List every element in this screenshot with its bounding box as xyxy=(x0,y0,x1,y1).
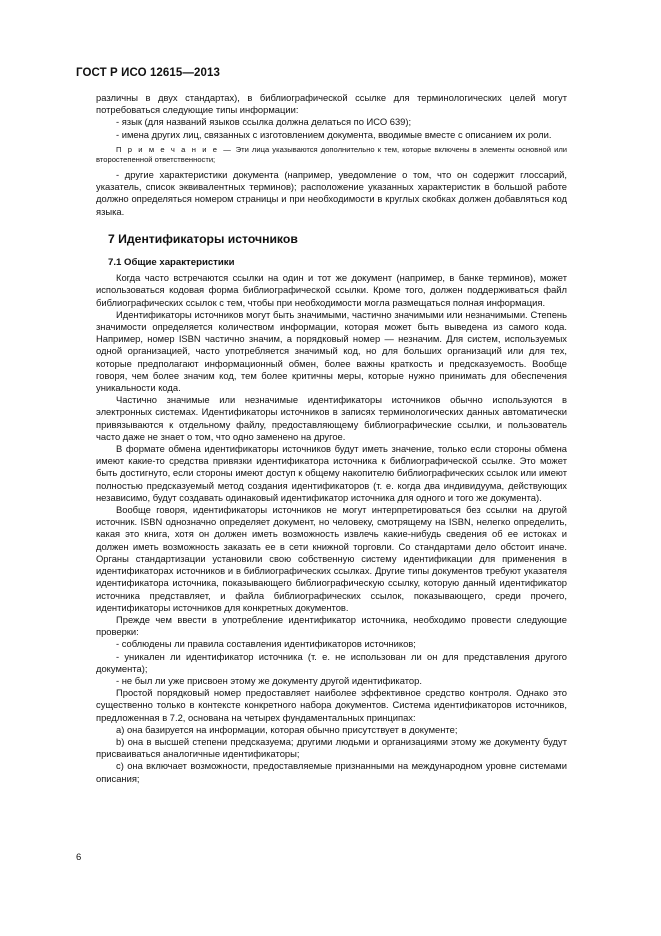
list-item: - имена других лиц, связанных с изготовлением документа, вводимые вместе с описанием их роли. xyxy=(116,128,552,140)
paragraph: Когда часто встречаются ссылки на один и тот же документ (например, в банке терминов), может использоваться кодовая форма библиографической ссылки. Кроме того, должен поддерживаться файл библиографических ссылок с тем, чтобы при необходимости могла размещаться полная информация. xyxy=(96,272,567,308)
paragraph: Частично значимые или незначимые идентификаторы источников обычно используются в электронных системах. Идентификаторы источников в записях терминологических данных автоматически привязываются к отдельному файлу, предоставляющему библиографические ссылки, и пользователь часто даже не знает о том, что одно заменено на другое. xyxy=(96,394,567,442)
list-item: - язык (для названий языков ссылка должна делаться по ИСО 639); xyxy=(116,116,412,128)
list-item: a) она базируется на информации, которая обычно присутствует в документе; xyxy=(116,723,458,735)
paragraph: Прежде чем ввести в употребление идентификатор источника, необходимо провести следующие проверки: xyxy=(96,613,567,638)
list-item: b) она в высшей степени предсказуема; другими людьми и организациями этому же документу будут присваиваться аналогичные идентификаторы; xyxy=(96,735,567,760)
note-text: Эти лица указываются дополнительно к тем, которые включены в элементы основной или второстепенной ответственности; xyxy=(96,144,568,165)
page-number: 6 xyxy=(76,852,82,863)
paragraph: - другие характеристики документа (например, уведомление о том, что он содержит глоссарий, указатель, список эквивалентных терминов); расположение указанных характеристик в большой работе должно определяться номером страницы и при необходимости в круглых скобках должен добавляться код языка. xyxy=(96,169,567,217)
paragraph: В формате обмена идентификаторы источников будут иметь значение, только если стороны обмена имеют какие-то средства привязки идентификатора источника к библиографической ссылке. Это может быть достигнуто, если стороны имеют доступ к общему накопителю библиографических ссылок или имеют полностью предсказуемый метод создания идентификаторов (т. е. когда два индивидуума, действующих независимо, будут создавать одинаковый идентификатор источника для одного и того же документа). xyxy=(96,443,567,503)
note-label: П р и м е ч а н и е — xyxy=(116,144,233,154)
list-item: c) она включает возможности, предоставляемые признанными на международном уровне системами описания; xyxy=(96,760,567,784)
subsection-heading: 7.1 Общие характеристики xyxy=(108,257,235,269)
section-heading: 7 Идентификаторы источников xyxy=(108,231,298,246)
list-item: - уникален ли идентификатор источника (т. е. не использован ли он для представления другого документа); xyxy=(96,650,567,674)
paragraph: Простой порядковый номер предоставляет наиболее эффективное средство контроля. Однако это существенно только в контексте конкретного набора документов. Система идентификаторов источников, предложенная в 7.2, основана на четырех фундаментальных принципах: xyxy=(96,687,567,723)
paragraph: Идентификаторы источников могут быть значимыми, частично значимыми или незначимыми. Степень значимости определяется количеством информации, которая может быть выведена из самого кода. Например, номер ISBN частично значим, а порядковый номер — незначим. Для систем, используемых одной организацией, часто употребляется значимый код, но для больших организаций или для тех, которые предполагают информационный обмен, более важны краткость и предсказуемость. Вообще говоря, чем более значим код, тем более критичны меры, которые нужно принимать для обеспечения уникальности кода. xyxy=(96,308,567,394)
document-header: ГОСТ Р ИСО 12615—2013 xyxy=(76,67,221,79)
document-body xyxy=(96,92,567,785)
paragraph: Вообще говоря, идентификаторы источников не могут интерпретироваться без ссылки на другой источник. ISBN однозначно определяет документ, но человеку, смотрящему на ISBN, нелегко определить, какая это книга, хотя он должен иметь возможность извлечь какие-нибудь сведения об ее истоках и должен иметь возможность заказать ее в сети книжной торговли. Со стандартами дело обстоит иначе. Органы стандартизации установили свою собственную систему идентификации для применения в идентификаторах источников и в библиографических ссылках. Другие типы документов требуют указателя идентификатора источника, показывающего библиографическую ссылку, которую данный идентификатор источника представляет, и файла библиографических ссылок, показывающего, среди прочего, идентификаторы источников для конкретных документов. xyxy=(96,504,567,613)
list-item: - не был ли уже присвоен этому же документу другой идентификатор. xyxy=(116,674,422,686)
note xyxy=(96,145,567,166)
paragraph: различны в двух стандартах), в библиографической ссылке для терминологических целей могут потребоваться следующие типы информации: xyxy=(96,92,567,116)
list-item: - соблюдены ли правила составления идентификаторов источников; xyxy=(116,638,416,650)
